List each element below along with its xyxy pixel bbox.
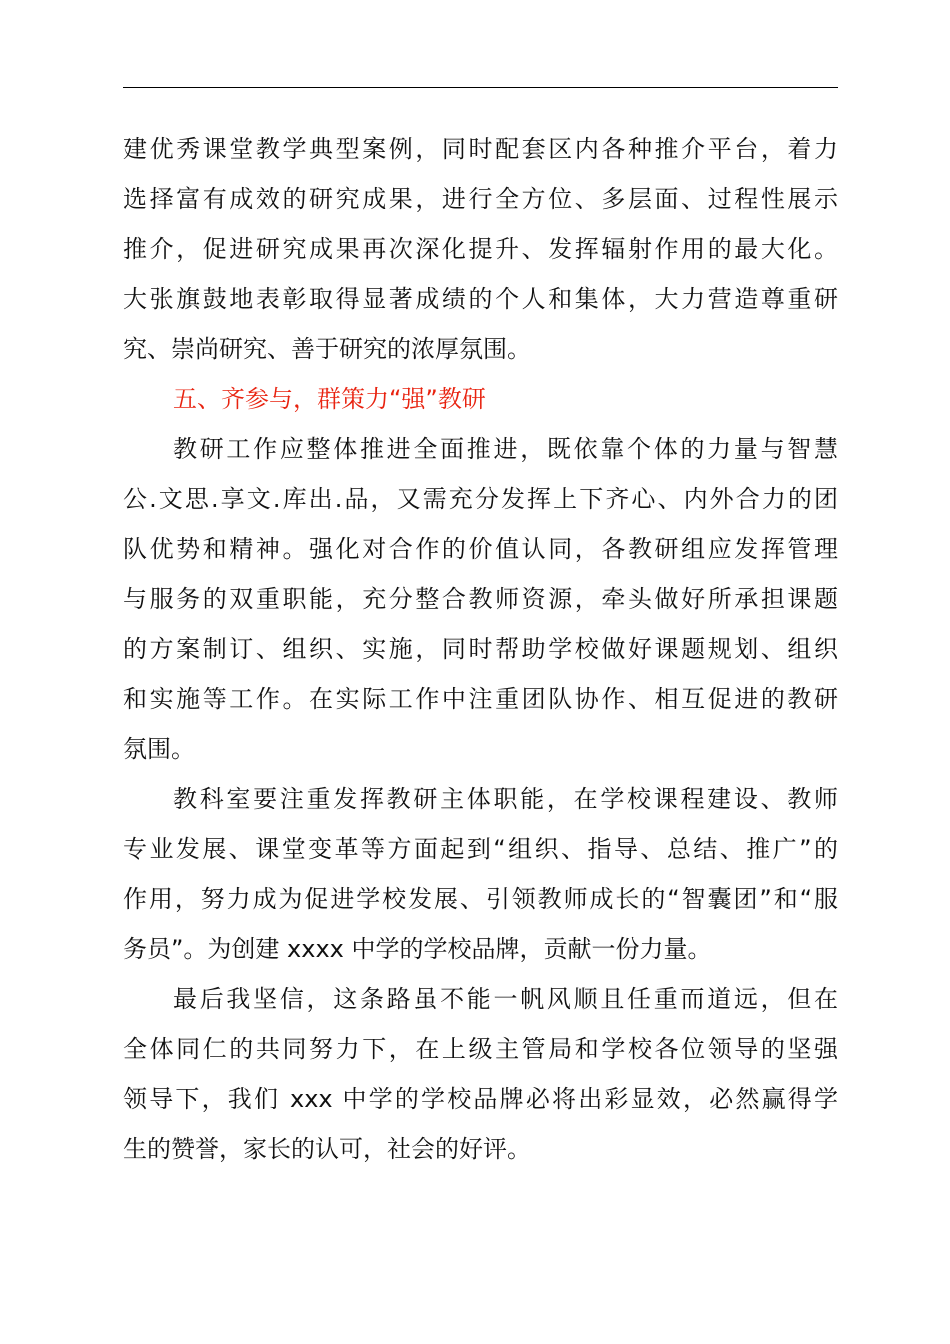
document-body <box>123 124 838 1174</box>
text-line: 生的赞誉，家长的认可，社会的好评。 <box>123 1135 531 1163</box>
text-line: 和实施等工作。在实际工作中注重团队协作、相互促进的教研 <box>123 685 838 713</box>
text-line: 队优势和精神。强化对合作的价值认同，各教研组应发挥管理 <box>123 535 838 563</box>
paragraph <box>123 974 838 1174</box>
text-line: 的方案制订、组织、实施，同时帮助学校做好课题规划、组织 <box>123 635 838 663</box>
paragraph <box>123 424 838 774</box>
text-line: 全体同仁的共同努力下，在上级主管局和学校各位领导的坚强 <box>123 1035 838 1063</box>
text-line: 公.文思.享文.库出.品，又需充分发挥上下齐心、内外合力的团 <box>123 485 838 513</box>
text-line: 最后我坚信，这条路虽不能一帆风顺且任重而道远，但在 <box>173 985 838 1013</box>
text-line: 专业发展、课堂变革等方面起到“组织、指导、总结、推广”的 <box>123 835 838 863</box>
section-heading <box>123 374 838 424</box>
paragraph <box>123 774 838 974</box>
text-line: 教研工作应整体推进全面推进，既依靠个体的力量与智慧 <box>173 435 838 463</box>
text-line: 与服务的双重职能，充分整合教师资源，牵头做好所承担课题 <box>123 585 838 613</box>
section-heading-text: 五、齐参与，群策力“强”教研 <box>173 385 486 413</box>
text-line: 大张旗鼓地表彰取得显著成绩的个人和集体，大力营造尊重研 <box>123 285 838 313</box>
text-line: 推介，促进研究成果再次深化提升、发挥辐射作用的最大化。 <box>123 235 838 263</box>
paragraph-continued <box>123 124 838 374</box>
text-line: 氛围。 <box>123 735 195 763</box>
text-line: 教科室要注重发挥教研主体职能，在学校课程建设、教师 <box>173 785 838 813</box>
text-line: 选择富有成效的研究成果，进行全方位、多层面、过程性展示 <box>123 185 838 213</box>
text-line: 建优秀课堂教学典型案例，同时配套区内各种推介平台，着力 <box>123 135 838 163</box>
text-line: 务员”。为创建 xxxx 中学的学校品牌，贡献一份力量。 <box>123 935 712 963</box>
text-line: 领导下，我们 xxx 中学的学校品牌必将出彩显效，必然赢得学 <box>123 1085 838 1113</box>
header-rule <box>123 87 838 88</box>
text-line: 作用，努力成为促进学校发展、引领教师成长的“智囊团”和“服 <box>123 885 838 913</box>
text-line: 究、崇尚研究、善于研究的浓厚氛围。 <box>123 335 531 363</box>
